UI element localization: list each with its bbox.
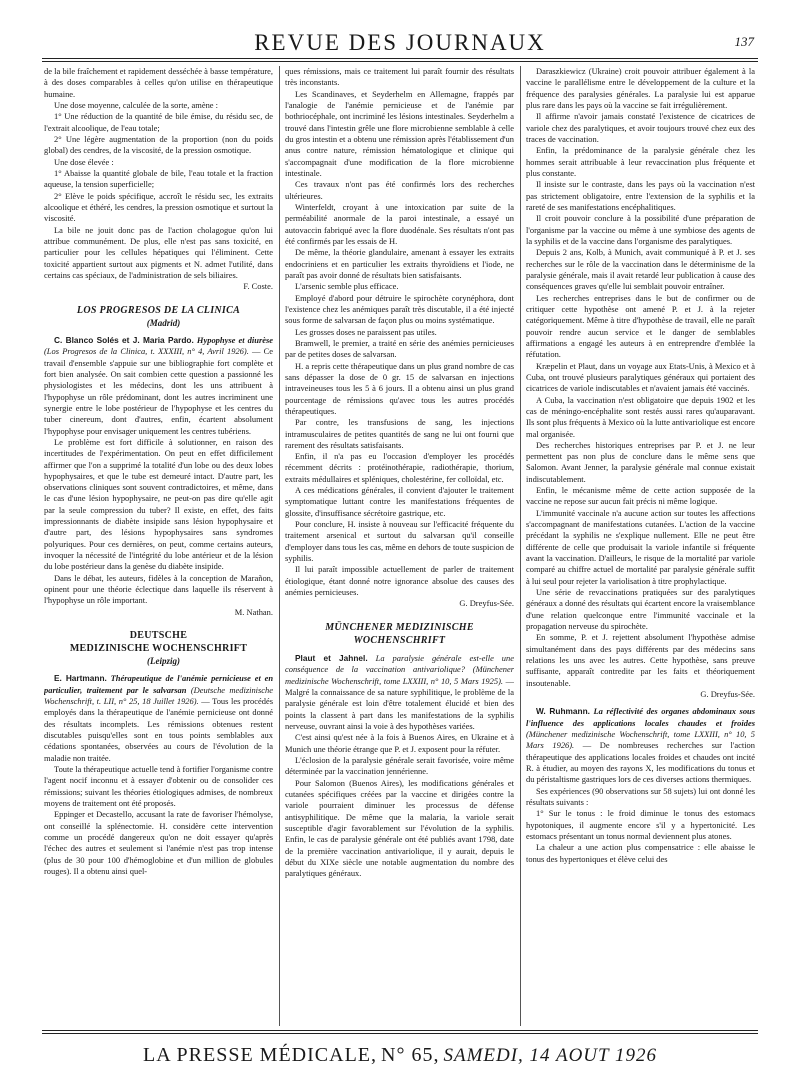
paragraph: de la bile fraîchement et rapidement desséchée à basse température, à des doses comparables à celles qu'on utilise en thérapeutique humaine. bbox=[44, 66, 273, 99]
paragraph: 1° Une réduction de la quantité de bile émise, du résidu sec, de l'extrait alcoolique, de l'eau totale; bbox=[44, 111, 273, 133]
page-header bbox=[42, 30, 758, 56]
article-text: — Malgré la connaissance de sa nature syphilitique, le problème de la paralysie générale est loin d'être totalement élucidé et bien des points la classent à part dans les manifestations de la syphilis nerveuse, ouvrant ainsi la voie à des hypothèses variées. bbox=[285, 675, 514, 732]
paragraph: Il affirme n'avoir jamais constaté l'existence de cicatrices de variole chez des paralytiques, et avoir toujours trouvé chez eux des traces de vaccination. bbox=[526, 111, 755, 144]
article-text: — Tous les procédés employés dans la thérapeutique de l'anémie pernicieuse ont donné des résultats incomplets. Les rémissions obtenues restent discutables puisqu'elles sont en tous points semblables aux cédations spontanées, observées au cours de l'évolution de la maladie non traitée. bbox=[44, 696, 273, 763]
paragraph: Les recherches entreprises dans le but de confirmer ou de critiquer cette hypothèse ont amené P. et J. à la rejeter catégoriquement. Même à titre d'hypothèse de travail, elle ne paraît pouvoir rendre aucun service et le danger de semblables affirmations a engagé les auteurs à en entreprendre d'emblée la réfutation. bbox=[526, 292, 755, 360]
section-heading: WOCHENSCHRIFT bbox=[353, 635, 446, 647]
paragraph: Des recherches historiques entreprises par P. et J. ne leur permettent pas non plus de conclure dans le même sens que Salomon. Avant Jenner, la paralysie générale mal connue existait indiscutablement. bbox=[526, 439, 755, 484]
article-title: La paralysie générale est-elle une conséquence de la vaccination antivariolique? bbox=[285, 653, 514, 675]
section-subheading: (Madrid) bbox=[146, 317, 181, 328]
paragraph: Pour conclure, H. insiste à nouveau sur l'efficacité fréquente du traitement arsenical et surtout du salvarsan qu'il conseille d'employer dans tous les cas, même en dehors de toute suspicion de syphilis. bbox=[285, 519, 514, 564]
paragraph: La bile ne jouit donc pas de l'action cholagogue qu'on lui attribue communément. De plus, elle n'est pas sans toxicité, en particulier pour les cellules hépatiques qui l'éliminent. Cette toxicité appartient surtout aux pigments et N. admet l'utilité, dans certains cas spéciaux, de l'administration de sels biliaires. bbox=[44, 224, 273, 280]
article-text: — De nombreuses recherches sur l'action thérapeutique des applications locales froides et chaudes ont incité R. à étudier, au moyen des rayons X, les modifications du tonus et du péristaltisme gastriques lors de ces diverses actions thermiques. bbox=[526, 740, 755, 785]
article-paragraph bbox=[44, 673, 273, 764]
paragraph: Kræpelin et Plaut, dans un voyage aux Etats-Unis, à Mexico et à Cuba, ont trouvé plusieurs paralytiques généraux qui portaient des cicatrices de variole indiscutables et n'avaient jamais été vaccinés. bbox=[526, 360, 755, 394]
paragraph: De même, la théorie glandulaire, amenant à essayer les extraits endocriniens et en particulier les extraits thyroïdiens et l'iode, ne paraît pas avoir donné de résultats bien satisfaisants. bbox=[285, 247, 514, 280]
paragraph: Les grosses doses ne paraissent pas utiles. bbox=[295, 326, 437, 337]
article-paragraph bbox=[44, 335, 273, 437]
paragraph: Les Scandinaves, et Seyderhelm en Allemagne, frappés par l'analogie de l'anémie pernicieuse et de l'anémie par bothriocéphale, ont incriminé les lésions intestinales. Seyderhelm a trouvé dans l'intestin grêle une flore microbienne semblable à celle du gros intestin et a obtenu une rémission après l'établissement d'un anus contre nature, rémission hématologique et clinique qui s'accompagnait d'une modification de la flore microbienne intestinale. bbox=[285, 88, 514, 178]
paragraph: La chaleur a une action plus compensatrice : elle abaisse le tonus des hypertoniques et élève celui des bbox=[526, 842, 755, 864]
paragraph: Il lui paraît impossible actuellement de parler de traitement étiologique, étant donné notre ignorance absolue des causes des anémies pernicieuses. bbox=[285, 564, 514, 598]
paragraph: L'immunité vaccinale n'a aucune action sur toutes les affections s'accompagnant de manifestations cutanées. L'action de la vaccine précédant la syphilis ne s'explique nullement. Elle ne peut être différente de celle que produisait la variole infantile si fréquente avant la vaccination. D'ailleurs, le risque de la mortalité par variole comparé au chiffre actuel de mortalité par paralysie générale suffit à lui seul pour rejeter la variolisation à titre prophylactique. bbox=[526, 507, 755, 586]
article-authors: W. Ruhmann. bbox=[536, 706, 590, 717]
paragraph: Depuis 2 ans, Kolb, à Munich, avait communiqué à P. et J. ses recherches sur le rôle de la vaccination dans le déterminisme de la paralysie générale, mais il avait retardé leur publication à cause des conséquences graves qu'elle lui semblait pouvoir entraîner. bbox=[526, 247, 755, 292]
column-1 bbox=[44, 66, 273, 1026]
page-number: 137 bbox=[734, 34, 754, 49]
section-heading: DEUTSCHE bbox=[129, 630, 188, 642]
signature: M. Nathan. bbox=[234, 606, 273, 617]
paragraph: Toute la thérapeutique actuelle tend à fortifier l'organisme contre l'agent nocif inconnu et à essayer d'obtenir ou de consolider ces rémissions; suivant les théories étiologiques admises, de nombreux moyens de traitement ont été proposés. bbox=[44, 764, 273, 809]
column-divider-2 bbox=[520, 66, 521, 1026]
article-paragraph bbox=[526, 706, 755, 785]
paragraph: Enfin, le mécanisme même de cette action supposée de la vaccine ne repose sur aucun fait précis ni même logique. bbox=[526, 485, 755, 507]
signature: G. Dreyfus-Sée. bbox=[700, 689, 755, 700]
section-heading: MÜNCHENER MEDIZINISCHE bbox=[325, 622, 474, 634]
section-subheading: (Leipzig) bbox=[147, 656, 180, 667]
article-paragraph bbox=[285, 653, 514, 732]
page-footer bbox=[42, 1042, 758, 1070]
article-reference: (Münchener medizinische Wochenschrift, tome LXXIII, n° 10, 5 Mars 1926). bbox=[526, 729, 755, 751]
paragraph: Il insiste sur le contraste, dans les pays où la vaccination n'est pas strictement obligatoire, entre l'extension de la syphilis et la rareté de ses manifestations encéphalitiques. bbox=[526, 179, 755, 212]
paragraph: C'est ainsi qu'est née à la fois à Buenos Aires, en Ukraine et à Munich une théorie étrange que P. et J. exposent pour la réfuter. bbox=[285, 732, 514, 754]
section-heading: LOS PROGRESOS DE LA CLINICA bbox=[76, 304, 241, 316]
running-title: REVUE DES JOURNAUX bbox=[254, 30, 546, 55]
footer-rule-double bbox=[42, 1033, 758, 1034]
paragraph: Bramwell, le premier, a traité en série des anémies pernicieuses par de petites doses de salvarsan. bbox=[285, 337, 514, 360]
article-title: La réflectivité des organes abdominaux sous l'influence des applications locales chaudes et froides bbox=[526, 706, 755, 728]
footer-rule bbox=[42, 1030, 758, 1031]
paragraph: Daraszkiewicz (Ukraine) croit pouvoir attribuer également à la vaccine le parallélisme entre le développement de la culture et la fréquence des paralysies générales. La paralysie lui est apparue plus rare dans les pays où la vaccine se fait irrégulièrement. bbox=[526, 66, 755, 110]
paragraph: L'éclosion de la paralysie générale serait favorisée, voire même déterminée par la vaccination jennérienne. bbox=[285, 755, 514, 777]
paragraph: Il croit pouvoir conclure à la possibilité d'une préparation de l'organisme par la vaccine ou même à une symbiose des agents de la syphilis et de la vaccine dans l'organisme des paralytiques. bbox=[526, 213, 755, 246]
paragraph: Pour Salomon (Buenos Aires), les modifications générales et cutanées spécifiques créées par la vaccine et dirigées contre la variole pourraient diminuer les processus de défense antisyphilitique. De même que la malaria, la variole serait susceptible d'agir favorablement sur l'évolution de la syphilis. Enfin, le cas de paralysie générale ont été publiés avant 1798, date de la première vaccination antivariolique, il y aurait, depuis le début du XIXe siècle une notable augmentation du nombre des paralytiques généraux. bbox=[285, 777, 514, 879]
article-authors: E. Hartmann. bbox=[54, 673, 107, 684]
header-rule bbox=[42, 58, 758, 59]
column-3 bbox=[526, 66, 755, 1026]
journal-name: LA PRESSE MÉDICALE, bbox=[142, 1044, 378, 1066]
article-title: Hypophyse et diurèse bbox=[196, 334, 273, 345]
paragraph: Employé d'abord pour détruire le spirochète corynéphora, dont l'existence chez les anémiques paraît très discutable, il a été injecté sous forme de salvarsan de façon plus ou moins systématique. bbox=[285, 292, 514, 326]
article-authors: Plaut et Jahnel. bbox=[295, 653, 368, 664]
paragraph: 2° Une légère augmentation de la proportion (non du poids global) des cendres, de la viscosité, de la pression osmotique. bbox=[44, 133, 273, 156]
paragraph: Une dose élevée : bbox=[54, 156, 114, 167]
paragraph: L'arsenic semble plus efficace. bbox=[295, 281, 399, 292]
paragraph: Ces travaux n'ont pas été confirmés lors des recherches ultérieures. bbox=[285, 179, 514, 201]
article-reference: (Los Progresos de la Clinica, t. XXXIII, n° 4, Avril 1926). bbox=[44, 346, 249, 357]
section-heading: MEDIZINISCHE WOCHENSCHRIFT bbox=[69, 643, 248, 655]
column-divider-1 bbox=[279, 66, 280, 1026]
article-text: — Ce travail d'ensemble s'appuie sur une bibliographie fort complète et fort bien analysée. On sait combien cette question a passionné les physiologistes et les médecins, dont les uns attribuent à l'hypophyse un rôle prédominant, dont les autres incriminent une synergie entre le lobe postérieur de l'hypophyse et les centres du tuber cinereum, dont d'autres, enfin, écartent absolument l'hypophyse pour envisager uniquement les centres tubériens. bbox=[44, 346, 273, 436]
signature: G. Dreyfus-Sée. bbox=[459, 598, 514, 609]
paragraph: Une dose moyenne, calculée de la sorte, amène : bbox=[54, 99, 218, 110]
header-rule-double bbox=[42, 61, 758, 62]
paragraph: Enfin, il n'a pas eu l'occasion d'employer les procédés récemment décrits : protéinothérapie, radiothérapie, thorium, extraits médullaires et spléniques, cholestérine, fer colloïdal, etc. bbox=[285, 451, 514, 484]
paragraph: En somme, P. et J. rejettent absolument l'hypothèse admise simultanément dans des pays différents par des médecins sans relations les uns avec les autres. Cette hypothèse, sans preuve suffisante, apparaît contredite par les faits et théoriquement insoutenable. bbox=[526, 632, 755, 688]
signature: F. Coste. bbox=[243, 281, 273, 292]
paragraph: 1° Abaisse la quantité globale de bile, l'eau totale et la fraction aqueuse, la tension superficielle; bbox=[44, 167, 273, 190]
paragraph: Dans le débat, les auteurs, fidèles à la conception de Marañon, opinent pour une théorie éclectique dans laquelle ils réservent à l'hypophyse un rôle important. bbox=[44, 572, 273, 606]
paragraph: Enfin, la prédominance de la paralysie générale chez les hommes serait attribuable à leur revaccination plus fréquente et plus constante. bbox=[526, 145, 755, 178]
article-title: Thérapeutique de l'anémie pernicieuse et en particulier, traitement par le salvarsan bbox=[44, 673, 273, 695]
paragraph: H. a repris cette thérapeutique dans un plus grand nombre de cas sans dépasser la dose de 0 gr. 15 de salvarsan en injections intraveineuses tous les 5 à 6 jours. Il a obtenu ainsi un plus grand pourcentage de rémissions qu'avec tous les autres procédés thérapeutiques. bbox=[285, 360, 514, 416]
paragraph: 1° Sur le tonus : le froid diminue le tonus des estomacs hypotoniques, il augmente encore s'il y a hypertonicité. Les estomacs présentant un tonus normal deviennent plus atones. bbox=[526, 808, 755, 841]
paragraph: 2° Elève le poids spécifique, accroît le résidu sec, les extraits alcoolique et éthéré, les cendres, la pression osmotique et surtout la viscosité. bbox=[44, 190, 273, 224]
issue-date: SAMEDI, 14 AOUT 1926 bbox=[443, 1045, 657, 1066]
paragraph: A ces médications générales, il convient d'ajouter le traitement symptomatique luttant contre les manifestations fréquentes de glossite, d'insuffisance sécrétoire gastrique, etc. bbox=[285, 485, 514, 518]
article-reference: (Münchener medizinische Wochenschrift, tome LXXIII, n° 10, 5 Mars 1925). bbox=[285, 664, 514, 686]
paragraph: Une série de revaccinations pratiquées sur des paralytiques généraux a donné des résultats qui écartent encore la vraisemblance d'une relation quelconque entre l'immunité vaccinale et la propagation nerveuse du spirochète. bbox=[526, 587, 755, 632]
column-2 bbox=[285, 66, 514, 1026]
article-reference: (Deutsche medizinische Wochenschrift, t. LII, n° 25, 18 Juillet 1926). bbox=[44, 684, 273, 707]
paragraph: A Cuba, la vaccination n'est obligatoire que depuis 1902 et les cas de méningo-encéphalite sont restés aussi rares qu'auparavant. Ils sont plus fréquents à Mexico où la lutte antivariolique est encore mal organisée. bbox=[526, 394, 755, 439]
paragraph: Par contre, les transfusions de sang, les injections intramusculaires de petites quantités de sang ne lui ont fourni que rarement des résultats satisfaisants. bbox=[285, 417, 514, 450]
article-authors: C. Blanco Solés et J. Maria Pardo. bbox=[54, 334, 194, 345]
paragraph: Eppinger et Decastello, accusant la rate de favoriser l'hémolyse, ont conseillé la splénectomie. H. considère cette intervention comme un procédé dangereux qu'on ne doit essayer qu'après l'échec des autres et seulement si l'anémie n'est pas trop intense (plus de 30 pour 100 d'hémoglobine et d'un million de globules rouges). Il a obtenu ainsi quel- bbox=[44, 809, 273, 876]
issue-number: N° 65, bbox=[381, 1044, 440, 1066]
paragraph: ques rémissions, mais ce traitement lui paraît fournir des résultats très inconstants. bbox=[285, 66, 514, 88]
paragraph: Le problème est fort difficile à solutionner, en raison des incertitudes de l'expérimentation. On peut en effet difficilement affirmer que l'on a supprimé la totalité d'un lobe ou des deux lobes hypophysaires, et que le tube est demeuré intact. D'autre part, les observations cliniques sont souvent contradictoires, et même, dans le cas d'une lésion hypophysaire, ne peut-on pas dire qu'elle agit par la seule compression du tuber? Il existe, en effet, des faits impressionnants de diabète insipide sans lésion hypophysaire et d'autre part, des lésions hypophysaires sans syndromes polyuriques. Pour ces dernières, on peut, comme certains auteurs, invoquer la nécessité de l'intégrité du lobe antérieur et de la lésion du lobe postérieur dans la genèse du diabète insipide. bbox=[44, 436, 273, 572]
paragraph: Winterfeldt, croyant à une intoxication par suite de la perméabilité anormale de la paroi intestinale, a essayé un autovaccin fabriqué avec la flore duodénale. Ses résultats n'ont pas été confirmés par les essais de H. bbox=[285, 201, 514, 246]
paragraph: Ses expériences (90 observations sur 58 sujets) lui ont donné les résultats suivants : bbox=[526, 785, 755, 807]
